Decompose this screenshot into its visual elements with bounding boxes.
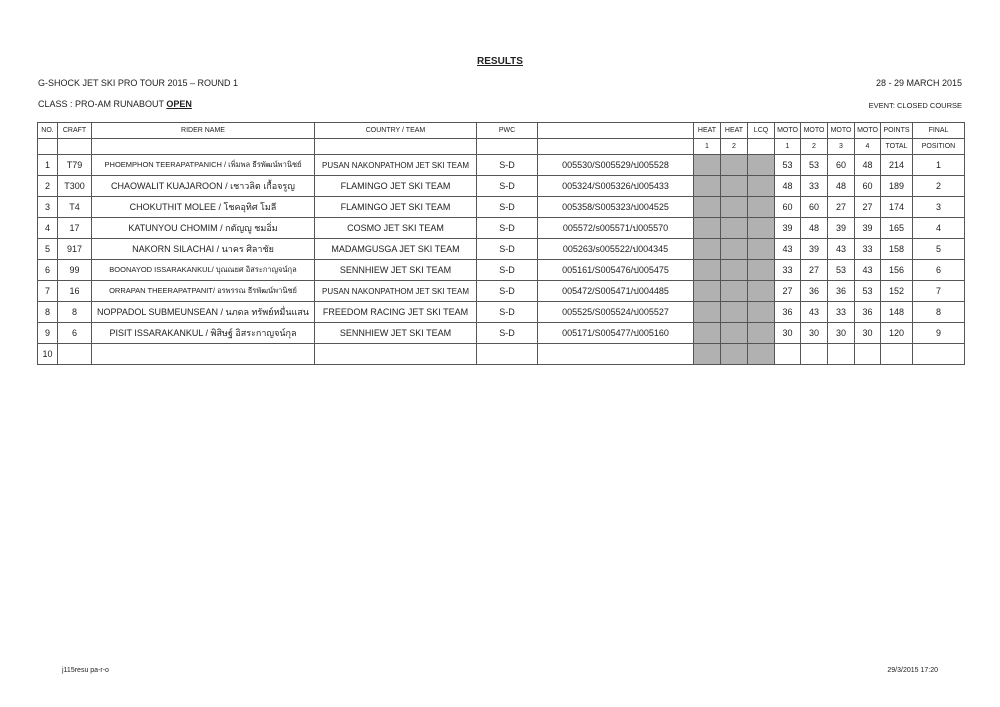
cell-pwc: S-D bbox=[477, 218, 538, 239]
cell-moto-2: 33 bbox=[801, 176, 828, 197]
cell-total: 148 bbox=[881, 302, 913, 323]
header-moto-1: MOTO bbox=[775, 123, 801, 139]
cell-heat-2 bbox=[721, 281, 748, 302]
header-moto-2: MOTO bbox=[801, 123, 828, 139]
cell-team: PUSAN NAKONPATHOM JET SKI TEAM bbox=[315, 281, 477, 302]
header-no: NO. bbox=[38, 123, 58, 139]
cell-heat-2 bbox=[721, 197, 748, 218]
class-value: OPEN bbox=[166, 99, 192, 109]
cell-moto-2: 53 bbox=[801, 155, 828, 176]
cell-moto-1: 27 bbox=[775, 281, 801, 302]
cell-craft: 16 bbox=[58, 281, 92, 302]
cell-total: 152 bbox=[881, 281, 913, 302]
table-row bbox=[38, 260, 965, 281]
cell-serial: 005572/s005571/ป005570 bbox=[538, 218, 694, 239]
cell-heat-2 bbox=[721, 218, 748, 239]
cell-rider: PISIT ISSARAKANKUL / พิสิษฐ์ อิสระกาญจน์กุล bbox=[92, 323, 315, 344]
table-row bbox=[38, 281, 965, 302]
subheader-total: TOTAL bbox=[881, 139, 913, 155]
cell-moto-1: 30 bbox=[775, 323, 801, 344]
cell-lcq bbox=[748, 323, 775, 344]
cell-moto-4: 36 bbox=[855, 302, 881, 323]
subheader-craft bbox=[58, 139, 92, 155]
cell-position: 4 bbox=[913, 218, 965, 239]
cell-moto-4: 43 bbox=[855, 260, 881, 281]
event-dates: 28 - 29 MARCH 2015 bbox=[875, 78, 962, 88]
footer-timestamp: 29/3/2015 17:20 bbox=[887, 667, 938, 674]
cell-moto-2: 27 bbox=[801, 260, 828, 281]
cell-moto-1: 43 bbox=[775, 239, 801, 260]
cell-team: SENNHIEW JET SKI TEAM bbox=[315, 260, 477, 281]
event-type: EVENT: CLOSED COURSE bbox=[868, 101, 962, 110]
cell-craft: 6 bbox=[58, 323, 92, 344]
cell-position: 7 bbox=[913, 281, 965, 302]
cell-heat-2 bbox=[721, 260, 748, 281]
cell-moto-2: 48 bbox=[801, 218, 828, 239]
event-name: G-SHOCK JET SKI PRO TOUR 2015 – ROUND 1 bbox=[38, 78, 239, 88]
cell-pwc: S-D bbox=[477, 281, 538, 302]
cell-total: 156 bbox=[881, 260, 913, 281]
cell-team bbox=[315, 344, 477, 365]
cell-moto-2: 43 bbox=[801, 302, 828, 323]
cell-moto-3: 30 bbox=[828, 323, 855, 344]
cell-position: 8 bbox=[913, 302, 965, 323]
cell-team: COSMO JET SKI TEAM bbox=[315, 218, 477, 239]
cell-rider: PHOEMPHON TEERAPATPANICH / เพิ่มพล ธีรพัฒน์พานิชย์ bbox=[92, 155, 315, 176]
cell-moto-1: 60 bbox=[775, 197, 801, 218]
cell-moto-3: 43 bbox=[828, 239, 855, 260]
cell-moto-4: 33 bbox=[855, 239, 881, 260]
cell-moto-4: 30 bbox=[855, 323, 881, 344]
cell-team: PUSAN NAKONPATHOM JET SKI TEAM bbox=[315, 155, 477, 176]
cell-moto-3: 53 bbox=[828, 260, 855, 281]
cell-craft: 99 bbox=[58, 260, 92, 281]
header-heat-1: HEAT bbox=[694, 123, 721, 139]
table-row bbox=[38, 176, 965, 197]
cell-serial: 005161/S005476/ป005475 bbox=[538, 260, 694, 281]
cell-moto-3: 27 bbox=[828, 197, 855, 218]
header-moto-4: MOTO bbox=[855, 123, 881, 139]
cell-total: 189 bbox=[881, 176, 913, 197]
cell-craft: T300 bbox=[58, 176, 92, 197]
cell-team: SENNHIEW JET SKI TEAM bbox=[315, 323, 477, 344]
cell-rider: CHOKUTHIT MOLEE / โชคอุทิศ โมลี bbox=[92, 197, 315, 218]
header-final: FINAL bbox=[913, 123, 965, 139]
header-moto-3: MOTO bbox=[828, 123, 855, 139]
cell-total: 158 bbox=[881, 239, 913, 260]
cell-heat-2 bbox=[721, 302, 748, 323]
cell-pwc: S-D bbox=[477, 176, 538, 197]
cell-heat-1 bbox=[694, 197, 721, 218]
cell-moto-3 bbox=[828, 344, 855, 365]
cell-rider: KATUNYOU CHOMIM / กตัญญู ชมอิ่ม bbox=[92, 218, 315, 239]
table-row bbox=[38, 197, 965, 218]
header-row-bottom bbox=[38, 139, 965, 155]
subheader-rider bbox=[92, 139, 315, 155]
cell-moto-1: 36 bbox=[775, 302, 801, 323]
header-row-top bbox=[38, 123, 965, 139]
cell-no: 1 bbox=[38, 155, 58, 176]
table-row bbox=[38, 155, 965, 176]
cell-serial: 005263/s005522/ป004345 bbox=[538, 239, 694, 260]
cell-heat-1 bbox=[694, 281, 721, 302]
cell-moto-2 bbox=[801, 344, 828, 365]
subheader-lcq bbox=[748, 139, 775, 155]
cell-moto-1: 39 bbox=[775, 218, 801, 239]
cell-lcq bbox=[748, 218, 775, 239]
cell-moto-3: 60 bbox=[828, 155, 855, 176]
table-row bbox=[38, 218, 965, 239]
cell-heat-2 bbox=[721, 176, 748, 197]
cell-serial: 005472/S005471/ป004485 bbox=[538, 281, 694, 302]
cell-lcq bbox=[748, 260, 775, 281]
subheader-moto-4: 4 bbox=[855, 139, 881, 155]
cell-rider: NAKORN SILACHAI / นาคร ศิลาชัย bbox=[92, 239, 315, 260]
cell-total: 120 bbox=[881, 323, 913, 344]
cell-heat-1 bbox=[694, 218, 721, 239]
cell-serial: 005530/S005529/ป005528 bbox=[538, 155, 694, 176]
cell-craft: 17 bbox=[58, 218, 92, 239]
cell-no: 7 bbox=[38, 281, 58, 302]
cell-no: 5 bbox=[38, 239, 58, 260]
results-table bbox=[37, 122, 965, 365]
cell-serial: 005171/S005477/ป005160 bbox=[538, 323, 694, 344]
cell-moto-4: 60 bbox=[855, 176, 881, 197]
cell-moto-1 bbox=[775, 344, 801, 365]
cell-heat-1 bbox=[694, 323, 721, 344]
cell-moto-4: 53 bbox=[855, 281, 881, 302]
cell-no: 9 bbox=[38, 323, 58, 344]
cell-lcq bbox=[748, 176, 775, 197]
table-row bbox=[38, 302, 965, 323]
footer-file-code: j115resu pa-r-o bbox=[62, 667, 109, 674]
table-row bbox=[38, 344, 965, 365]
cell-craft: T79 bbox=[58, 155, 92, 176]
header-heat-2: HEAT bbox=[721, 123, 748, 139]
cell-moto-2: 39 bbox=[801, 239, 828, 260]
header-lcq: LCQ bbox=[748, 123, 775, 139]
cell-moto-4: 39 bbox=[855, 218, 881, 239]
cell-craft: T4 bbox=[58, 197, 92, 218]
cell-pwc: S-D bbox=[477, 197, 538, 218]
subheader-team bbox=[315, 139, 477, 155]
cell-total: 174 bbox=[881, 197, 913, 218]
cell-lcq bbox=[748, 281, 775, 302]
cell-team: FLAMINGO JET SKI TEAM bbox=[315, 197, 477, 218]
cell-moto-3: 36 bbox=[828, 281, 855, 302]
subheader-pwc bbox=[477, 139, 538, 155]
cell-no: 6 bbox=[38, 260, 58, 281]
cell-team: FREEDOM RACING JET SKI TEAM bbox=[315, 302, 477, 323]
cell-heat-1 bbox=[694, 260, 721, 281]
cell-rider bbox=[92, 344, 315, 365]
cell-serial bbox=[538, 344, 694, 365]
header-pwc: PWC bbox=[477, 123, 538, 139]
cell-rider: NOPPADOL SUBMEUNSEAN / นภดล ทรัพย์หมื่นแสน bbox=[92, 302, 315, 323]
cell-total: 165 bbox=[881, 218, 913, 239]
cell-moto-4 bbox=[855, 344, 881, 365]
cell-craft: 917 bbox=[58, 239, 92, 260]
cell-team: FLAMINGO JET SKI TEAM bbox=[315, 176, 477, 197]
cell-heat-1 bbox=[694, 176, 721, 197]
cell-craft: 8 bbox=[58, 302, 92, 323]
cell-pwc bbox=[477, 344, 538, 365]
header-serial bbox=[538, 123, 694, 139]
header-points: POINTS bbox=[881, 123, 913, 139]
cell-heat-1 bbox=[694, 155, 721, 176]
cell-lcq bbox=[748, 197, 775, 218]
cell-serial: 005525/S005524/ป005527 bbox=[538, 302, 694, 323]
cell-position: 9 bbox=[913, 323, 965, 344]
class-label: CLASS : PRO-AM RUNABOUT bbox=[38, 99, 167, 109]
subheader-moto-2: 2 bbox=[801, 139, 828, 155]
subheader-heat-2: 2 bbox=[721, 139, 748, 155]
cell-heat-2 bbox=[721, 344, 748, 365]
cell-moto-1: 48 bbox=[775, 176, 801, 197]
cell-craft bbox=[58, 344, 92, 365]
cell-team: MADAMGUSGA JET SKI TEAM bbox=[315, 239, 477, 260]
cell-heat-2 bbox=[721, 239, 748, 260]
cell-moto-2: 60 bbox=[801, 197, 828, 218]
cell-total bbox=[881, 344, 913, 365]
table-row bbox=[38, 239, 965, 260]
cell-heat-1 bbox=[694, 344, 721, 365]
cell-moto-1: 33 bbox=[775, 260, 801, 281]
cell-position: 6 bbox=[913, 260, 965, 281]
cell-pwc: S-D bbox=[477, 239, 538, 260]
cell-rider: CHAOWALIT KUAJAROON / เชาวลิต เกื้อจรูญ bbox=[92, 176, 315, 197]
cell-lcq bbox=[748, 155, 775, 176]
subheader-heat-1: 1 bbox=[694, 139, 721, 155]
header-craft: CRAFT bbox=[58, 123, 92, 139]
cell-heat-2 bbox=[721, 155, 748, 176]
cell-heat-2 bbox=[721, 323, 748, 344]
cell-rider: ORRAPAN THEERAPATPANIT/ อรพรรณ ธีรพัฒน์พานิชย์ bbox=[92, 281, 315, 302]
cell-position bbox=[913, 344, 965, 365]
cell-lcq bbox=[748, 344, 775, 365]
cell-pwc: S-D bbox=[477, 260, 538, 281]
cell-pwc: S-D bbox=[477, 155, 538, 176]
cell-position: 2 bbox=[913, 176, 965, 197]
cell-pwc: S-D bbox=[477, 302, 538, 323]
page-title: RESULTS bbox=[477, 56, 523, 67]
cell-serial: 005358/S005323/ป004525 bbox=[538, 197, 694, 218]
header-country-team: COUNTRY / TEAM bbox=[315, 123, 477, 139]
header-rider-name: RIDER NAME bbox=[92, 123, 315, 139]
cell-moto-2: 30 bbox=[801, 323, 828, 344]
subheader-serial bbox=[538, 139, 694, 155]
table-row bbox=[38, 323, 965, 344]
cell-moto-4: 48 bbox=[855, 155, 881, 176]
subheader-moto-3: 3 bbox=[828, 139, 855, 155]
subheader-no bbox=[38, 139, 58, 155]
cell-heat-1 bbox=[694, 302, 721, 323]
subheader-moto-1: 1 bbox=[775, 139, 801, 155]
cell-moto-1: 53 bbox=[775, 155, 801, 176]
cell-no: 4 bbox=[38, 218, 58, 239]
cell-serial: 005324/S005326/ป005433 bbox=[538, 176, 694, 197]
cell-no: 2 bbox=[38, 176, 58, 197]
cell-moto-2: 36 bbox=[801, 281, 828, 302]
cell-no: 10 bbox=[38, 344, 58, 365]
cell-no: 8 bbox=[38, 302, 58, 323]
cell-no: 3 bbox=[38, 197, 58, 218]
cell-lcq bbox=[748, 302, 775, 323]
cell-moto-4: 27 bbox=[855, 197, 881, 218]
cell-moto-3: 39 bbox=[828, 218, 855, 239]
cell-lcq bbox=[748, 239, 775, 260]
cell-pwc: S-D bbox=[477, 323, 538, 344]
cell-rider: BOONAYOD ISSARAKANKUL/ บุณณยศ อิสระกาญจน์กุล bbox=[92, 260, 315, 281]
cell-position: 3 bbox=[913, 197, 965, 218]
subheader-position: POSITION bbox=[913, 139, 965, 155]
cell-total: 214 bbox=[881, 155, 913, 176]
class-line bbox=[38, 99, 192, 109]
cell-moto-3: 48 bbox=[828, 176, 855, 197]
cell-moto-3: 33 bbox=[828, 302, 855, 323]
cell-position: 5 bbox=[913, 239, 965, 260]
cell-position: 1 bbox=[913, 155, 965, 176]
cell-heat-1 bbox=[694, 239, 721, 260]
